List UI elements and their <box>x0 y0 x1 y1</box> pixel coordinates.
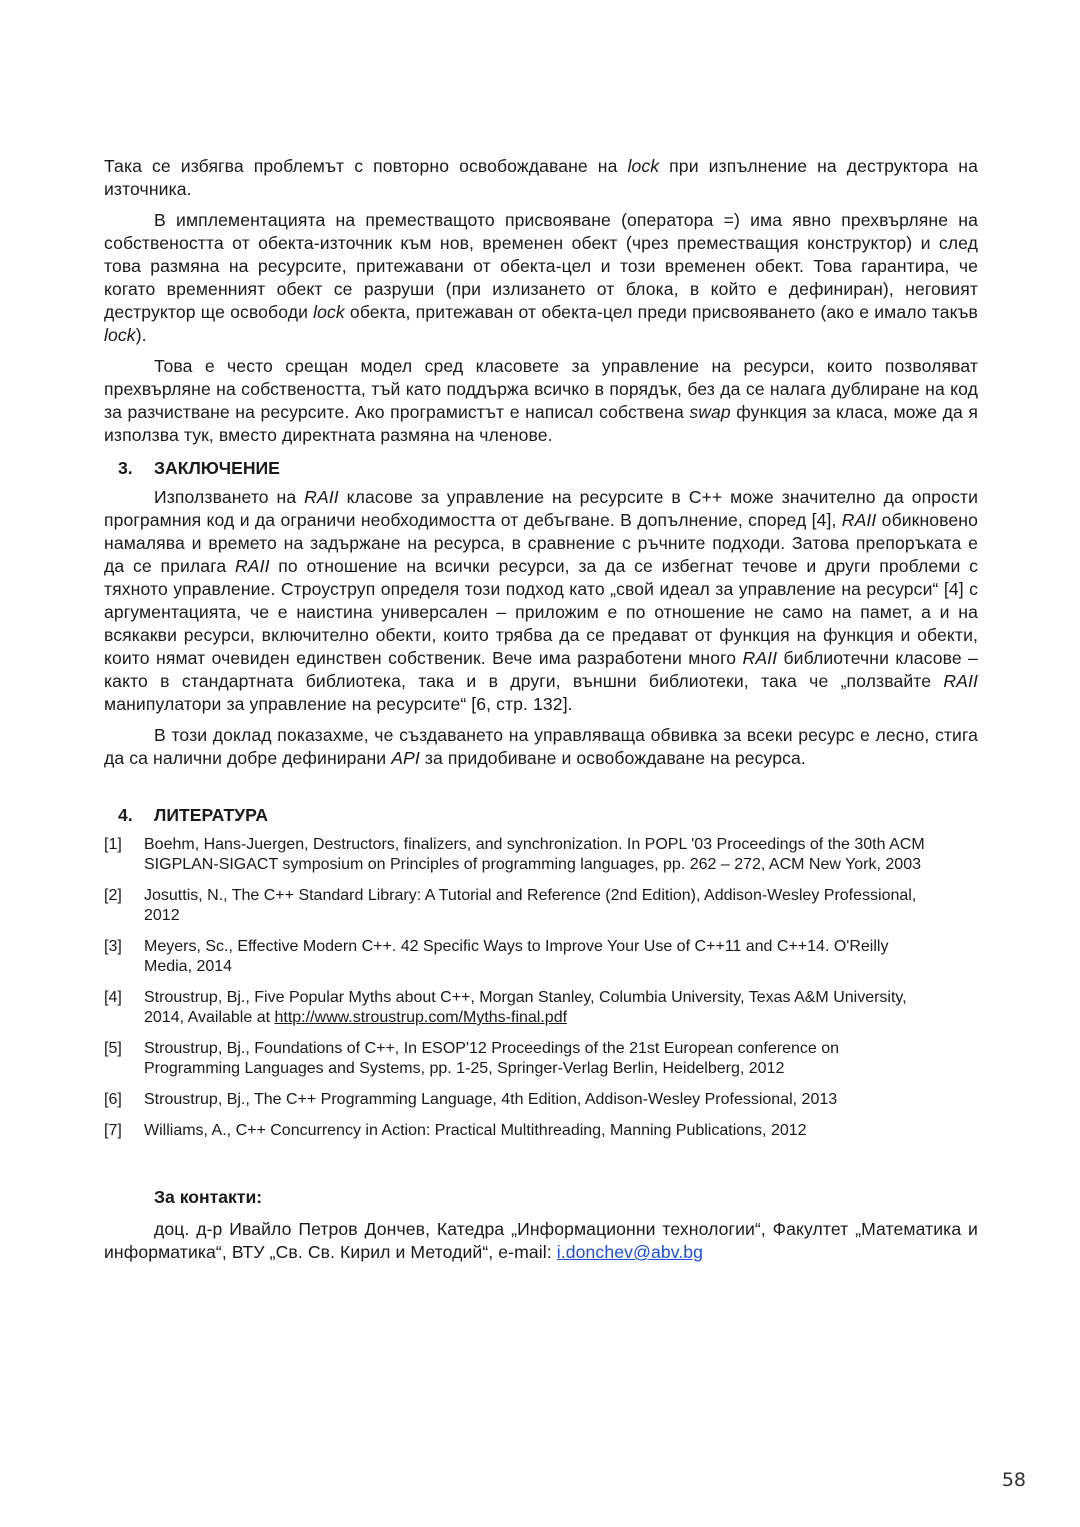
paragraph-lock-avoidance: Така се избягва проблемът с повторно освобождаване на lock при изпълнение на деструктора на източника. <box>104 156 978 199</box>
contact-info: доц. д-р Ивайло Петров Дончев, Катедра „Информационни технологии“, Факултет „Математика и информатика“, ВТУ „Св. Св. Кирил и Методий“, e-mail: i.donchev@abv.bg <box>104 1219 978 1262</box>
reference-item: [4] Stroustrup, Bj., Five Popular Myths about C++, Morgan Stanley, Columbia University, Texas A&M University, 2014, Available at http://www.stroustrup.com/Myths-final.pdf <box>104 989 907 1026</box>
reference-item: [1] Boehm, Hans-Juergen, Destructors, finalizers, and synchronization. In POPL '03 Proceedings of the 30th ACM SIGPLAN-SIGACT symposium on Principles of programming languages, pp. 262 – 272, ACM New York, 2003 <box>104 836 925 873</box>
section-4-heading <box>104 804 978 827</box>
section-3-heading <box>104 457 978 480</box>
page-number: 58 <box>1001 1469 1026 1491</box>
reference-item: [3] Meyers, Sc., Effective Modern C++. 42 Specific Ways to Improve Your Use of C++11 and C++14. O'Reilly Media, 2014 <box>104 938 889 975</box>
email-link[interactable]: i.donchev@abv.bg <box>556 1242 704 1262</box>
paragraph-move-assignment: В имплементацията на преместващото присвояване (оператора =) има явно прехвърляне на собствеността от обекта-източник към нов, временен обект (чрез преместващия конструктор) и след това размяна на ресурсите, притежавани от обекта-цел и този временен обект. Това гарантира, че когато временният обект се разруши (при излизането от блока, в който е дефиниран), неговият деструктор ще освободи lock обекта, притежаван от обекта-цел преди присвояването (ако е имало такъв lock). <box>104 210 978 345</box>
section-4-number: 4. <box>118 805 133 825</box>
paper-page <box>104 155 978 1264</box>
section-4-title: ЛИТЕРАТУРА <box>154 805 269 825</box>
paragraph-summary: В този доклад показахме, че създаването на управляваща обвивка за всеки ресурс е лесно, стига да са налични добре дефинирани API за придобиване и освобождаване на ресурса. <box>104 725 978 768</box>
reference-list <box>104 835 978 1141</box>
section-3-number: 3. <box>118 458 133 478</box>
reference-item: [6] Stroustrup, Bj., The C++ Programming Language, 4th Edition, Addison-Wesley Professional, 2013 <box>104 1091 838 1108</box>
myths-pdf-link[interactable]: http://www.stroustrup.com/Myths-final.pdf <box>274 1009 568 1026</box>
reference-item: [7] Williams, A., C++ Concurrency in Action: Practical Multithreading, Manning Publications, 2012 <box>104 1122 807 1139</box>
contacts-heading: За контакти: <box>154 1187 263 1207</box>
section-3-title: ЗАКЛЮЧЕНИЕ <box>154 458 280 478</box>
paragraph-common-model: Това е често срещан модел сред класовете за управление на ресурси, които позволяват прехвърляне на собствеността, тъй като поддържа всичко в порядък, без да се налага дублиране на код за разчистване на ресурсите. Ако програмистът е написал собствена swap функция за класа, може да я използва тук, вместо директната размяна на членове. <box>104 356 978 445</box>
paragraph-conclusion: Използването на RAII класове за управление на ресурсите в C++ може значително да опрости програмния код и да ограничи необходимостта от дебъгване. В допълнение, според [4], RAII обикновено намалява и времето на задържане на ресурса, в сравнение с ръчните подходи. Затова препоръката е да се прилага RAII по отношение на всички ресурси, за да се избегнат течове и други проблеми с тяхното управление. Строуструп определя този подход като „свой идеал за управление на ресурси“ [4] с аргументацията, че е наистина универсален – приложим е по отношение не само на памет, а и на всякакви ресурси, включително обекти, които трябва да се предават от функция на функция и обекти, които нямат очевиден единствен собственик. Вече има разработени много RAII библиотечни класове – както в стандартната библиотека, така и в други, външни библиотеки, така че „ползвайте RAII манипулатори за управление на ресурсите“ [6, стр. 132]. <box>104 487 979 714</box>
reference-item: [5] Stroustrup, Bj., Foundations of C++, In ESOP'12 Proceedings of the 21st European conference on Programming Languages and Systems, pp. 1-25, Springer-Verlag Berlin, Heidelberg, 2012 <box>104 1040 840 1077</box>
reference-item: [2] Josuttis, N., The C++ Standard Library: A Tutorial and Reference (2nd Edition), Addison-Wesley Professional, 2012 <box>104 887 917 924</box>
